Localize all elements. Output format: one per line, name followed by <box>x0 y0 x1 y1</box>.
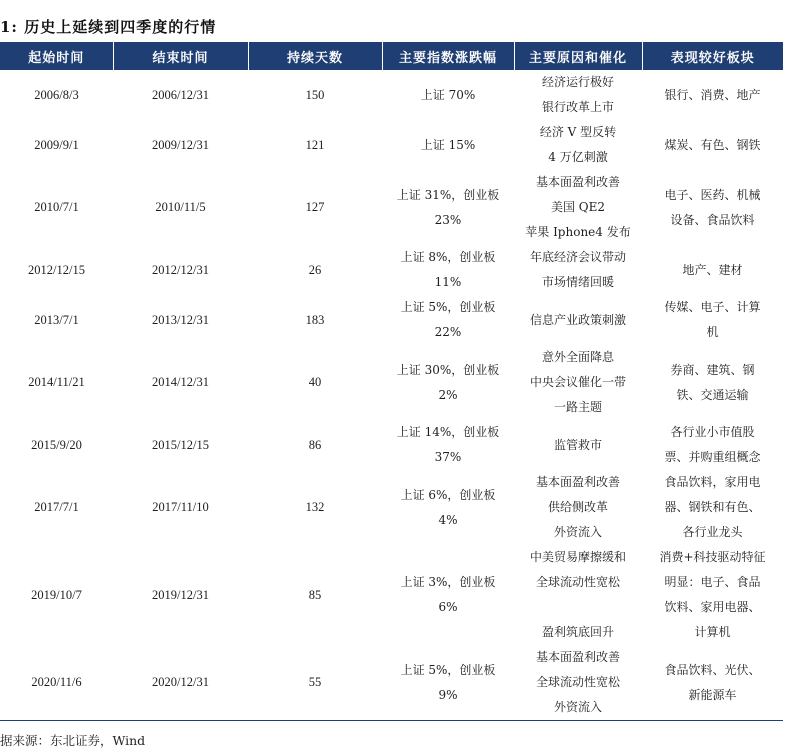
cell-index-change-line: 上证 15% <box>420 137 476 152</box>
cell-top-sectors <box>642 545 783 645</box>
cell-index-change <box>382 295 514 345</box>
cell-main-reasons <box>514 420 642 470</box>
header-end-date: 结束时间 <box>113 42 248 70</box>
cell-top-sectors-line: 器、钢铁和有色、 <box>664 500 761 514</box>
cell-start-date: 2006/8/3 <box>34 87 79 102</box>
cell-main-reasons-line: 经济运行极好 <box>541 75 614 89</box>
cell-index-change <box>382 545 514 645</box>
cell-main-reasons-line: 意外全面降息 <box>541 350 614 364</box>
cell-end-date: 2020/12/31 <box>113 645 248 721</box>
cell-main-reasons-line: 外资流入 <box>553 525 602 539</box>
cell-main-reasons-line: 4 万亿刺激 <box>548 150 608 164</box>
cell-top-sectors <box>642 345 783 420</box>
cell-main-reasons-line: 监管救市 <box>553 437 602 452</box>
cell-index-change <box>382 70 514 120</box>
cell-index-change-line: 4% <box>438 512 458 527</box>
cell-start-date: 2019/10/7 <box>31 587 82 602</box>
cell-top-sectors-line: 银行、消费、地产 <box>664 87 761 102</box>
cell-duration-days: 127 <box>305 200 325 214</box>
cell-top-sectors <box>642 295 783 345</box>
cell-main-reasons <box>514 170 642 245</box>
cell-index-change <box>382 120 514 170</box>
cell-duration-days: 85 <box>308 587 322 602</box>
cell-main-reasons-line: 中央会议催化一带 <box>529 375 626 389</box>
cell-index-change-line: 22% <box>434 325 462 339</box>
cell-index-change-line: 上证 31%，创业板 <box>396 187 500 202</box>
cell-top-sectors-line: 券商、建筑、钢 <box>670 362 755 377</box>
cell-top-sectors-line: 各行业龙头 <box>682 525 743 539</box>
header-start-date: 起始时间 <box>0 42 113 70</box>
cell-start-date: 2014/11/21 <box>28 375 85 389</box>
cell-duration-days: 26 <box>308 262 322 277</box>
cell-index-change <box>382 170 514 245</box>
cell-start-date: 2020/11/6 <box>0 645 113 721</box>
cell-index-change <box>382 345 514 420</box>
cell-main-reasons <box>514 645 642 721</box>
table-header-row <box>0 42 783 70</box>
cell-main-reasons-line: 盈利筑底回升 <box>541 625 614 639</box>
cell-end-date: 2019/12/31 <box>152 587 209 602</box>
header-index-change: 主要指数涨跌幅 <box>382 42 514 70</box>
cell-index-change <box>382 420 514 470</box>
cell-main-reasons-line: 一路主题 <box>553 400 602 414</box>
cell-duration-days: 121 <box>305 137 325 152</box>
cell-index-change-line: 上证 6%，创业板 <box>400 487 496 502</box>
cell-index-change-line: 上证 5%，创业板 <box>400 300 496 314</box>
cell-main-reasons-line: 供给侧改革 <box>547 500 608 514</box>
cell-top-sectors <box>642 245 783 295</box>
cell-top-sectors-line: 票、并购重组概念 <box>664 450 761 464</box>
cell-main-reasons-line: 市场情绪回暖 <box>541 275 614 289</box>
cell-main-reasons <box>514 120 642 170</box>
table-row <box>0 245 783 295</box>
cell-end-date: 2015/12/15 <box>152 437 209 452</box>
cell-main-reasons-line: 全球流动性宽松 <box>535 575 620 589</box>
cell-end-date: 2010/11/5 <box>155 200 206 214</box>
cell-main-reasons-line: 全球流动性宽松 <box>535 675 620 689</box>
cell-index-change-line: 上证 8%，创业板 <box>400 250 496 264</box>
cell-duration-days: 150 <box>305 87 325 102</box>
table-row <box>0 120 783 170</box>
table-row <box>0 470 783 545</box>
cell-top-sectors-line: 饮料、家用电器、 <box>664 600 761 614</box>
cell-top-sectors-line: 新能源车 <box>688 687 737 702</box>
table-row <box>0 170 783 245</box>
cell-top-sectors <box>642 170 783 245</box>
cell-main-reasons-line <box>518 595 638 620</box>
cell-duration-days: 40 <box>308 375 322 389</box>
cell-main-reasons-line: 外资流入 <box>553 700 602 714</box>
cell-main-reasons-line: 基本面盈利改善 <box>535 175 620 189</box>
cell-top-sectors-line: 食品饮料，家用电 <box>664 475 761 489</box>
cell-main-reasons-line: 基本面盈利改善 <box>535 650 620 664</box>
cell-main-reasons-line: 年底经济会议带动 <box>529 250 626 264</box>
cell-index-change-line: 上证 3%，创业板 <box>400 575 496 589</box>
table-row <box>0 420 783 470</box>
cell-index-change-line: 上证 30%，创业板 <box>396 362 500 377</box>
cell-index-change-line: 11% <box>434 275 462 289</box>
cell-end-date: 2012/12/31 <box>152 262 209 277</box>
cell-main-reasons-line: 经济 V 型反转 <box>539 125 617 139</box>
cell-start-date: 2010/7/1 <box>34 200 79 214</box>
cell-top-sectors <box>642 420 783 470</box>
table-row <box>0 345 783 420</box>
cell-main-reasons <box>514 545 642 645</box>
cell-duration-days: 86 <box>308 437 322 452</box>
cell-index-change-line: 9% <box>438 687 458 702</box>
cell-end-date: 2006/12/31 <box>152 87 209 102</box>
header-main-reasons: 主要原因和催化 <box>514 42 642 70</box>
cell-start-date: 2015/9/20 <box>31 437 82 452</box>
source-note: 据来源：东北证券，Wind <box>0 733 146 748</box>
cell-end-date: 2014/12/31 <box>152 375 209 389</box>
cell-index-change-line: 上证 5%，创业板 <box>400 662 496 677</box>
cell-start-date: 2013/7/1 <box>34 312 79 327</box>
cell-main-reasons <box>514 295 642 345</box>
table-row <box>0 295 783 345</box>
cell-top-sectors-line: 煤炭、有色、钢铁 <box>664 137 761 152</box>
cell-main-reasons-line: 苹果 Iphone4 发布 <box>525 225 631 239</box>
cell-top-sectors-line: 各行业小市值股 <box>670 425 755 439</box>
cell-main-reasons-line: 信息产业政策刺激 <box>529 312 626 327</box>
cell-end-date: 2009/12/31 <box>152 137 209 152</box>
cell-index-change <box>382 245 514 295</box>
cell-index-change-line: 上证 70% <box>420 87 476 102</box>
cell-end-date: 2017/11/10 <box>152 500 209 514</box>
cell-end-date: 2013/12/31 <box>152 312 209 327</box>
header-duration-days: 持续天数 <box>248 42 382 70</box>
cell-index-change-line: 6% <box>438 600 458 614</box>
cell-index-change <box>382 645 514 721</box>
cell-top-sectors-line: 明显：电子、食品 <box>664 575 761 589</box>
cell-main-reasons <box>514 70 642 120</box>
cell-top-sectors-line: 机 <box>706 325 719 339</box>
cell-top-sectors-line: 地产、建材 <box>682 262 743 277</box>
cell-index-change-line: 2% <box>438 387 458 402</box>
cell-top-sectors-line: 消费+科技驱动特征 <box>659 550 766 564</box>
cell-start-date: 2017/7/1 <box>34 500 79 514</box>
table-body <box>0 70 783 721</box>
cell-main-reasons-line: 中美贸易摩擦缓和 <box>529 550 626 564</box>
cell-top-sectors <box>642 470 783 545</box>
cell-main-reasons <box>514 245 642 295</box>
cell-main-reasons <box>514 345 642 420</box>
cell-main-reasons-line: 基本面盈利改善 <box>535 475 620 489</box>
cell-top-sectors <box>642 70 783 120</box>
cell-top-sectors <box>642 120 783 170</box>
cell-main-reasons-line: 美国 QE2 <box>550 200 606 214</box>
cell-duration-days: 183 <box>305 312 325 327</box>
cell-top-sectors-line: 电子、医药、机械 <box>664 187 761 202</box>
header-top-sectors: 表现较好板块 <box>642 42 783 70</box>
cell-index-change-line: 37% <box>434 450 462 464</box>
cell-main-reasons <box>514 470 642 545</box>
cell-duration-days: 132 <box>305 500 325 514</box>
cell-duration-days: 55 <box>248 645 382 721</box>
cell-index-change-line: 上证 14%，创业板 <box>396 425 500 439</box>
cell-index-change <box>382 470 514 545</box>
table-row <box>0 70 783 120</box>
cell-top-sectors-line: 传媒、电子、计算 <box>664 300 761 314</box>
table-title: 1: 历史上延续到四季度的行情 <box>0 18 217 36</box>
cell-index-change-line: 23% <box>434 212 462 227</box>
history-table <box>0 42 783 721</box>
cell-top-sectors-line: 设备、食品饮料 <box>670 212 755 227</box>
table-row <box>0 545 783 645</box>
cell-top-sectors <box>642 645 783 721</box>
cell-top-sectors-line: 计算机 <box>694 625 731 639</box>
table-row <box>0 645 783 721</box>
cell-top-sectors-line: 铁、交通运输 <box>676 387 749 402</box>
cell-main-reasons-line: 银行改革上市 <box>541 100 614 114</box>
cell-top-sectors-line: 食品饮料、光伏、 <box>664 662 761 677</box>
cell-start-date: 2012/12/15 <box>28 262 85 277</box>
cell-start-date: 2009/9/1 <box>34 137 79 152</box>
